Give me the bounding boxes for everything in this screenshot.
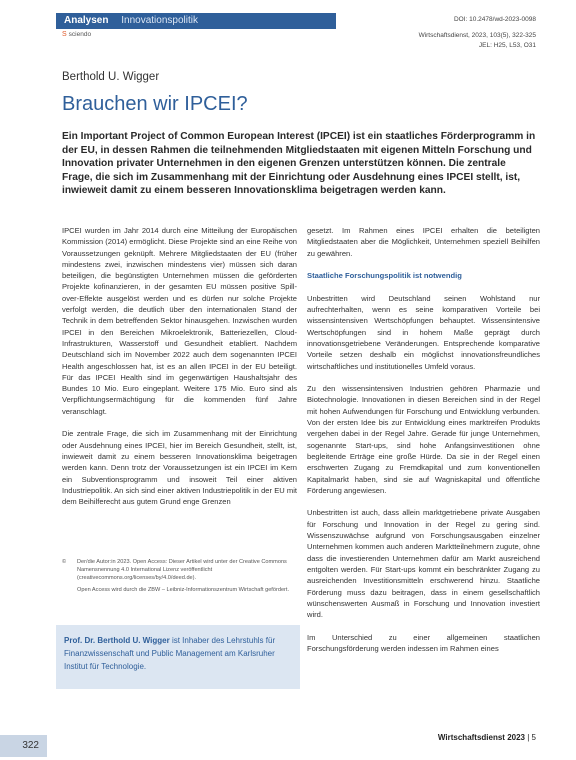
section-heading: Staatliche Forschungspolitik ist notwendig <box>307 271 462 281</box>
separator: | <box>527 733 532 742</box>
lead-paragraph: Ein Important Project of Common European Interest (IPCEI) ist ein staatliches Förderprogramm in der EU, in dessen Rahmen die teilnehmenden Mitgliedstaaten mit eigenen Mitteln Forschung und Innovation privater Unternehmen in den eigenen Grenzen unterstützen können. Die zentrale Frage, die sich im Zusammenhang mit der Einrichtung oder Ausdehnung eines IPCEI stellt, ist, inwieweit damit zu einem besseren Innovationsklima beigetragen werden kann. <box>62 131 536 196</box>
paragraph: gesetzt. Im Rahmen eines IPCEI erhalten die beteiligten Mitgliedstaaten aber die Möglichkeit, Unternehmen speziell Beihilfen zu gewähren. <box>307 226 540 258</box>
paragraph: Im Unterschied zu einer allgemeinen staatlichen Forschungsförderung werden indessen im Rahmen eines <box>307 632 540 653</box>
body-column-left <box>62 225 297 519</box>
license-row <box>62 558 297 582</box>
paragraph: Unbestritten wird Deutschland seinen Wohlstand nur aufrechterhalten, wenn es seine komparativen Vorteile bei wissensintensiven Wertschöpfungen behauptet. Wissensintensive Wertschöpfungen sind in hohem Maße geprägt durch innovationsgetriebene Veränderungen. Entsprechende komparative Vorteile setzen deshalb ein möglichst innovationsfreundliches wirtschaftliches und institutionelles Umfeld voraus. <box>307 293 540 371</box>
bio-name: Prof. Dr. Berthold U. Wigger <box>64 636 170 645</box>
publisher-logo <box>62 31 91 38</box>
section-bar <box>56 13 336 29</box>
bio-text: ist Inhaber des Lehrstuhls für Finanzwissenschaft und Public Management am Karlsruher Institut für Technologie. <box>64 636 276 671</box>
license-row <box>62 586 297 594</box>
open-access-text: Open Access wird durch die ZBW – Leibniz-Informationszentrum Wirtschaft gefördert. <box>77 587 290 593</box>
jel-codes: JEL: H25, L53, O31 <box>478 42 536 49</box>
author: Berthold U. Wigger <box>62 71 160 83</box>
journal-reference <box>419 31 536 51</box>
paragraph: IPCEI wurden im Jahr 2014 durch eine Mitteilung der Europäischen Kommission (2014) ermöglicht. Diese Projekte sind an eine Reihe von Voraussetzungen geknüpft. Mehrere Mitgliedstaaten der EU (früher mindestens zwei, inzwischen mindestens vier) müssen sich daran beteiligen, die begünstigten Unternehmen müssen die geförderten Projekte kofinanzieren, in der gesamten EU müssen positive Spill-over-Effekte ausgelöst werden und es dürfen nur solche Projekte verfolgt werden, die deutlich über den internationalen Stand der Technik in dem betreffenden Sektor hinausgehen. Inzwischen wurden IPCEI in den Bereichen Mikroelektronik, Batteriezellen, Cloud-Infrastrukturen, Wasserstoff und Gesundheit etabliert. Nachdem Deutschland sich im November 2022 auch dem sogenannten IPCEI Health angeschlossen hat, ist es an allen IPCEI in der EU beteiligt. Für das IPCEI Health sind im gegenwärtigen Haushaltsjahr des Bundes 10 Mio. Euro eingeplant. Weitere 175 Mio. Euro sind als Verpflichtungsermächtigung für die kommenden fünf Jahre veranschlagt. <box>62 226 297 416</box>
section-label: Analysen <box>64 15 109 26</box>
body-column-right <box>307 225 540 666</box>
article-title: Brauchen wir IPCEI? <box>62 93 248 115</box>
journal-citation: Wirtschaftsdienst, 2023, 103(5), 322-325 <box>418 32 536 39</box>
sciendo-logo-icon: S <box>62 31 67 38</box>
license-text: Der/die Autor:in 2023. Open Access: Dieser Artikel wird unter der Creative Commons Namensnennung 4.0 International Lizenz veröffentlicht (creativecommons.org/licenses/by/4.0/deed.de). <box>77 559 287 581</box>
subsection-label: Innovationspolitik <box>121 15 198 26</box>
journal-name: Wirtschaftsdienst 2023 <box>437 733 525 742</box>
paragraph: Die zentrale Frage, die sich im Zusammenhang mit der Einrichtung oder Ausdehnung eines IPCEI, hier im Bereich Gesundheit, stellt, ist, inwieweit damit zu einem besseren Innovationsklima beigetragen werden kann. Denn trotz der Voraussetzungen ist ein IPCEI im Kern ein Subventionsprogramm und insoweit Teil einer aktiven Industriepolitik. An sich sind einer aktiven Industriepolitik in der EU mit dem Beihilferecht aus gutem Grund enge Grenzen <box>62 429 297 507</box>
license-note <box>62 558 297 594</box>
journal-footer <box>438 733 536 742</box>
page-number: 322 <box>0 735 47 757</box>
issue-number: 5 <box>531 733 536 742</box>
paragraph: Unbestritten ist auch, dass allein marktgetriebene private Ausgaben für Forschung und Innovation in der Regel zu gering sind. Wissenszuwächse aufgrund von Forschungsausgaben einzelner Unternehmen kommen auch anderen Marktteilnehmern zugute, ohne dass die investierenden Unternehmen dafür am Markt ausreichend entgolten werden. Für Start-ups kommt ein beschränkter Zugang zu ausreichenden Investitionsmitteln erschwerend hinzu. Staatliche Förderung muss dazu beitragen, dass in einem gesellschaftlich wünschenswerten Ausmaß in Forschung und Innovation investiert wird. <box>307 508 540 620</box>
publisher-name: sciendo <box>68 31 92 38</box>
doi: DOI: 10.2478/wd-2023-0098 <box>453 16 536 23</box>
paragraph: Zu den wissensintensiven Industrien gehören Pharmazie und Biotechnologie. Innovationen in diesen Bereichen sind in der Regel mit hohen Aufwendungen für Forschung und Entwicklung verbunden. Von der ersten Idee bis zur Entwicklung eines marktreifen Produkts vergehen dabei in der Regel Jahre. Gerade für junge Unternehmen, sogenannte Start-ups, sind hohe Anfangsinvestitionen ohne begleitende Erträge eine große Hürde. Da sie in der Regel einen erschwerten Zugang zu Fremdkapital und zum konventionellen Kapitalmarkt haben, sind sie auf Wagniskapital und öffentliche Förderung angewiesen. <box>307 384 540 495</box>
author-bio <box>56 625 300 689</box>
copyright-icon: © <box>62 559 67 565</box>
